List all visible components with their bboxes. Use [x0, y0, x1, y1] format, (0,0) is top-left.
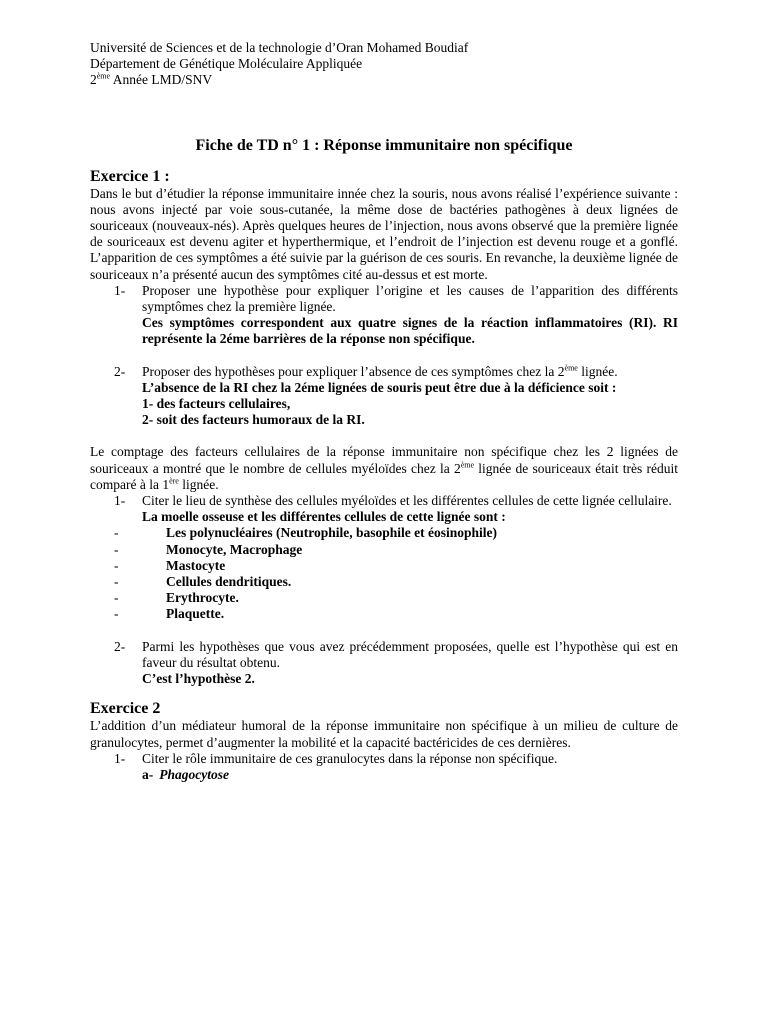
exercise-1-question-4	[90, 639, 678, 688]
document-page	[90, 40, 678, 783]
university-name: Université de Sciences et de la technologie d’Oran Mohamed Boudiaf	[90, 40, 469, 55]
cell-list	[90, 525, 678, 622]
answer-text: C’est l’hypothèse 2.	[142, 671, 255, 687]
question-number: 2-	[114, 363, 126, 379]
year-level: 2ème Année LMD/SNV	[90, 71, 213, 88]
question-number: 1-	[114, 750, 126, 766]
list-item: - Cellules dendritiques.	[114, 574, 292, 590]
department-name: Département de Génétique Moléculaire Appliquée	[90, 56, 363, 72]
question-text: Citer le rôle immunitaire de ces granulocytes dans la réponse non spécifique.	[142, 750, 558, 766]
question-text: Parmi les hypothèses que vous avez précédemment proposées, quelle est l’hypothèse qui est en faveur du résultat obtenu.	[142, 638, 678, 670]
exercise-2-question-1	[90, 751, 678, 783]
answer-text: La moelle osseuse et les différentes cellules de cette lignée sont :	[142, 509, 506, 525]
list-item: - Plaquette.	[114, 606, 225, 622]
sub-answer: a- Phagocytose	[142, 766, 229, 782]
list-item: - Monocyte, Macrophage	[114, 541, 303, 557]
exercise-1-title: Exercice 1 :	[90, 167, 170, 185]
question-number: 2-	[114, 638, 126, 654]
answer-text: L’absence de la RI chez la 2éme lignées de souris peut être due à la déficience soit :	[142, 379, 617, 395]
page-title: Fiche de TD n° 1 : Réponse immunitaire non spécifique	[195, 136, 573, 154]
exercise-1-intro: Dans le but d’étudier la réponse immunitaire innée chez la souris, nous avons réalisé l’expérience suivante : nous avons injecté par voie sous-cutanée, la même dose de bactéries pathogènes à deux lignées de souriceaux (nouveaux-nés). Après quelques heures de l’injection, nous avons observé que la première lignée de souriceaux est devenu agiter et hyperthermique, et l’endroit de l’injection est devenu rouge et a gonflé. L’apparition de ces symptômes a été suivie par la guérison de ces souris. En revanche, la deuxième lignée de souriceaux n’a présenté aucun des symptômes cité au-dessus et est morte.	[90, 185, 678, 282]
question-number: 1-	[114, 282, 126, 298]
answer-item: 1- des facteurs cellulaires,	[142, 396, 291, 412]
document-header	[90, 40, 678, 89]
answer-text: Ces symptômes correspondent aux quatre signes de la réaction inflammatoires (RI). RI représente la 2éme barrières de la réponse non spécifique.	[142, 315, 678, 347]
list-item: - Mastocyte	[114, 557, 226, 573]
question-number: 1-	[114, 493, 126, 509]
exercise-2-title: Exercice 2	[90, 700, 161, 718]
exercise-1-question-3	[90, 493, 678, 525]
exercise-1-question-1	[90, 283, 678, 348]
exercise-2-intro: L’addition d’un médiateur humoral de la réponse immunitaire non spécifique à un milieu de culture de granulocytes, permet d’augmenter la mobilité et la capacité bactéricides de ces dernières.	[90, 718, 678, 750]
list-item: - Erythrocyte.	[114, 590, 239, 606]
question-text: Proposer des hypothèses pour expliquer l’absence de ces symptômes chez la 2ème lignée.	[142, 363, 618, 379]
question-text: Citer le lieu de synthèse des cellules myéloïdes et les différentes cellules de cette lignée cellulaire.	[142, 493, 672, 509]
question-text: Proposer une hypothèse pour expliquer l’origine et les causes de l’apparition des différents symptômes chez la première lignée.	[142, 282, 678, 315]
exercise-1-paragraph-2: Le comptage des facteurs cellulaires de la réponse immunitaire non spécifique chez les 2 lignées de souriceaux a montré que le nombre de cellules myéloïdes chez la 2ème lignée de souriceaux était très réduit comparé à la 1ère lignée.	[90, 444, 678, 492]
list-item: - Les polynucléaires (Neutrophile, basophile et éosinophile)	[114, 525, 498, 541]
answer-item: 2- soit des facteurs humoraux de la RI.	[142, 412, 365, 428]
exercise-1-question-2	[90, 364, 678, 429]
